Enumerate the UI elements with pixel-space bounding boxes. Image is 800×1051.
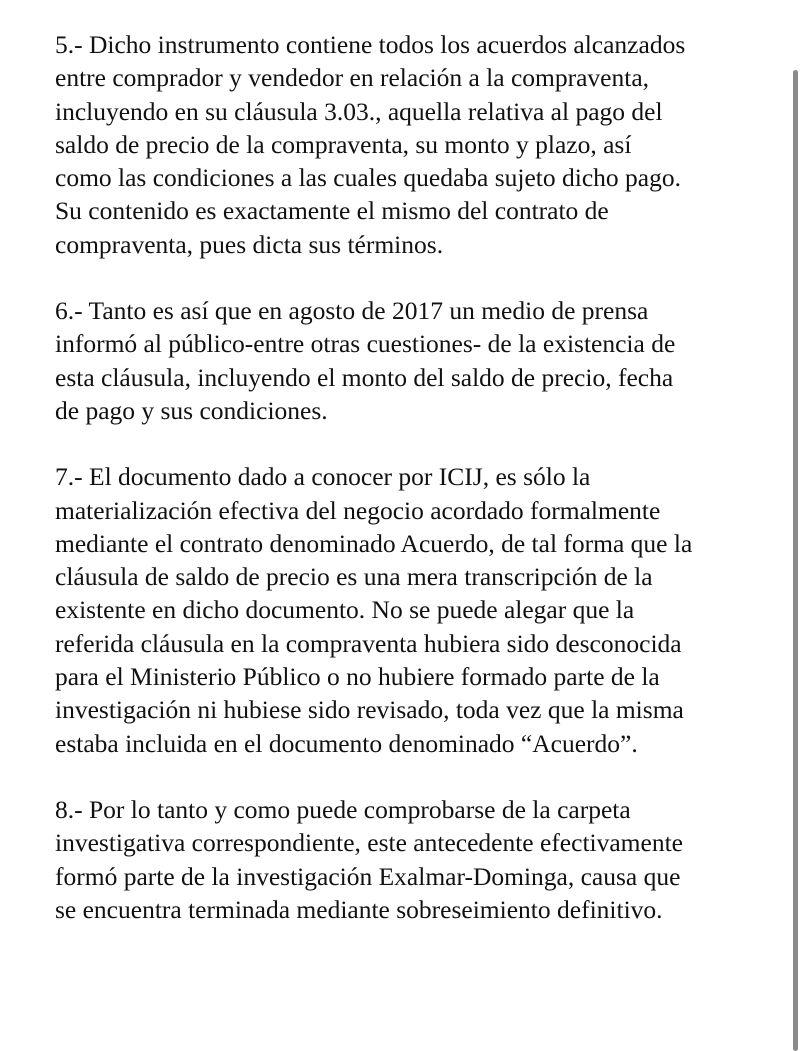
document-body <box>55 28 785 959</box>
paragraph-line: de pago y sus condiciones. <box>55 395 328 425</box>
paragraph-line: materialización efectiva del negocio acordado formalmente <box>55 495 661 525</box>
paragraph-line: 6.- Tanto es así que en agosto de 2017 un medio de prensa <box>55 296 649 326</box>
paragraph-line: formó parte de la investigación Exalmar-Dominga, causa que <box>55 861 681 891</box>
paragraph-line: se encuentra terminada mediante sobreseimiento definitivo. <box>55 894 663 924</box>
vertical-scrollbar[interactable] <box>790 0 800 1051</box>
paragraph-line: entre comprador y vendedor en relación a la compraventa, <box>55 63 650 93</box>
paragraph-line: referida cláusula en la compraventa hubiera sido desconocida <box>55 628 682 658</box>
paragraph-line: saldo de precio de la compraventa, su monto y plazo, así <box>55 129 632 159</box>
paragraph-line: Su contenido es exactamente el mismo del contrato de <box>55 196 609 226</box>
paragraph-line: informó al público-entre otras cuestiones- de la existencia de <box>55 329 676 359</box>
paragraph-line: estaba incluida en el documento denominado “Acuerdo”. <box>55 728 638 758</box>
paragraph-line: como las condiciones a las cuales quedaba sujeto dicho pago. <box>55 163 681 193</box>
paragraph-line: incluyendo en su cláusula 3.03., aquella relativa al pago del <box>55 96 663 126</box>
paragraph-line: 5.- Dicho instrumento contiene todos los acuerdos alcanzados <box>55 30 686 59</box>
scrollbar-thumb[interactable] <box>793 70 798 1051</box>
paragraph-line: compraventa, pues dicta sus términos. <box>55 229 444 259</box>
paragraph-line: investigación ni hubiese sido revisado, toda vez que la misma <box>55 695 684 725</box>
paragraph-line: existente en dicho documento. No se puede alegar que la <box>55 595 635 625</box>
paragraph-7 <box>55 460 785 760</box>
paragraph-5 <box>55 28 785 261</box>
paragraph-line: cláusula de saldo de precio es una mera transcripción de la <box>55 562 653 592</box>
paragraph-line: investigativa correspondiente, este antecedente efectivamente <box>55 828 683 858</box>
paragraph-line: 7.- El documento dado a conocer por ICIJ, es sólo la <box>55 462 591 492</box>
paragraph-line: para el Ministerio Público o no hubiere formado parte de la <box>55 662 660 692</box>
paragraph-line: esta cláusula, incluyendo el monto del saldo de precio, fecha <box>55 362 674 392</box>
paragraph-8 <box>55 793 785 926</box>
paragraph-line: 8.- Por lo tanto y como puede comprobarse de la carpeta <box>55 794 631 824</box>
paragraph-line: mediante el contrato denominado Acuerdo, de tal forma que la <box>55 528 693 558</box>
paragraph-6 <box>55 294 785 427</box>
